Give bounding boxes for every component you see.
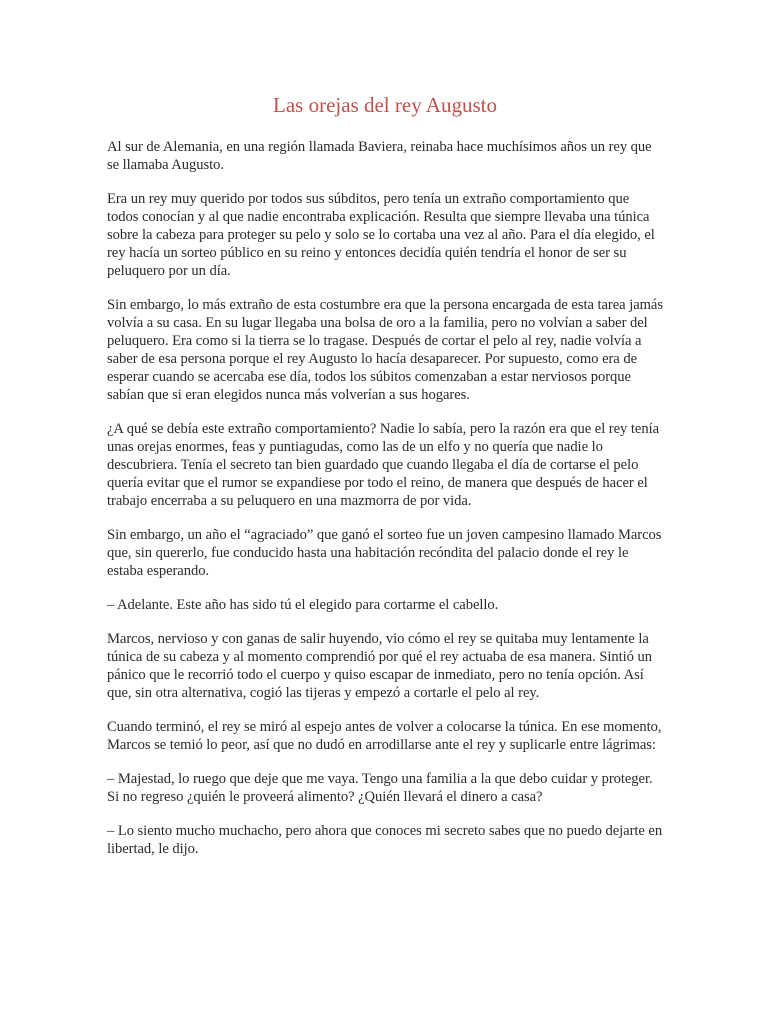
document-content [107, 92, 663, 874]
paragraph-7: Marcos, nervioso y con ganas de salir huyendo, vio cómo el rey se quitaba muy lentamente la túnica de su cabeza y al momento comprendió por qué el rey actuaba de esa manera. Sintió un pánico que le recorrió todo el cuerpo y quiso escapar de inmediato, pero no tenía opción. Así que, sin otra alternativa, cogió las tijeras y empezó a cortarle el pelo al rey. [107, 631, 652, 701]
paragraph-5: Sin embargo, un año el “agraciado” que ganó el sorteo fue un joven campesino llamado Marcos que, sin quererlo, fue conducido hasta una habitación recóndita del palacio donde el rey le estaba esperando. [107, 527, 662, 579]
paragraph-3: Sin embargo, lo más extraño de esta costumbre era que la persona encargada de esta tarea jamás volvía a su casa. En su lugar llegaba una bolsa de oro a la familia, pero no volvían a saber del peluquero. Era como si la tierra se lo tragase. Después de cortar el pelo al rey, nadie volvía a saber de esa persona porque el rey Augusto lo hacía desaparecer. Por supuesto, como era de esperar cuando se acercaba ese día, todos los súbitos comenzaban a estar nerviosos porque sabían que si eran elegidos nunca más volverían a sus hogares. [107, 297, 663, 403]
document-title: Las orejas del rey Augusto [273, 93, 497, 117]
paragraph-4: ¿A qué se debía este extraño comportamiento? Nadie lo sabía, pero la razón era que el rey tenía unas orejas enormes, feas y puntiagudas, como las de un elfo y no quería que nadie lo descubriera. Tenía el secreto tan bien guardado que cuando llegaba el día de cortarse el pelo quería evitar que el rumor se expandiese por todo el reino, de manera que después de hacer el trabajo encerraba a su peluquero en una mazmorra de por vida. [107, 421, 660, 509]
paragraph-2: Era un rey muy querido por todos sus súbditos, pero tenía un extraño comportamiento que todos conocían y al que nadie encontraba explicación. Resulta que siempre llevaba una túnica sobre la cabeza para proteger su pelo y solo se lo cortaba una vez al año. Para el día elegido, el rey hacía un sorteo público en su reino y entonces decidía quién tendría el honor de ser su peluquero por un día. [107, 191, 655, 279]
paragraph-10: – Lo siento mucho muchacho, pero ahora que conoces mi secreto sabes que no puedo dejarte en libertad, le dijo. [107, 823, 663, 857]
paragraph-9: – Majestad, lo ruego que deje que me vaya. Tengo una familia a la que debo cuidar y proteger. Si no regreso ¿quién le proveerá alimento? ¿Quién llevará el dinero a casa? [107, 771, 653, 805]
paragraph-8: Cuando terminó, el rey se miró al espejo antes de volver a colocarse la túnica. En ese momento, Marcos se temió lo peor, así que no dudó en arrodillarse ante el rey y suplicarle entre lágrimas: [107, 719, 662, 753]
paragraph-6: – Adelante. Este año has sido tú el elegido para cortarme el cabello. [107, 597, 499, 613]
paragraph-1: Al sur de Alemania, en una región llamada Baviera, reinaba hace muchísimos años un rey que se llamaba Augusto. [107, 139, 652, 173]
